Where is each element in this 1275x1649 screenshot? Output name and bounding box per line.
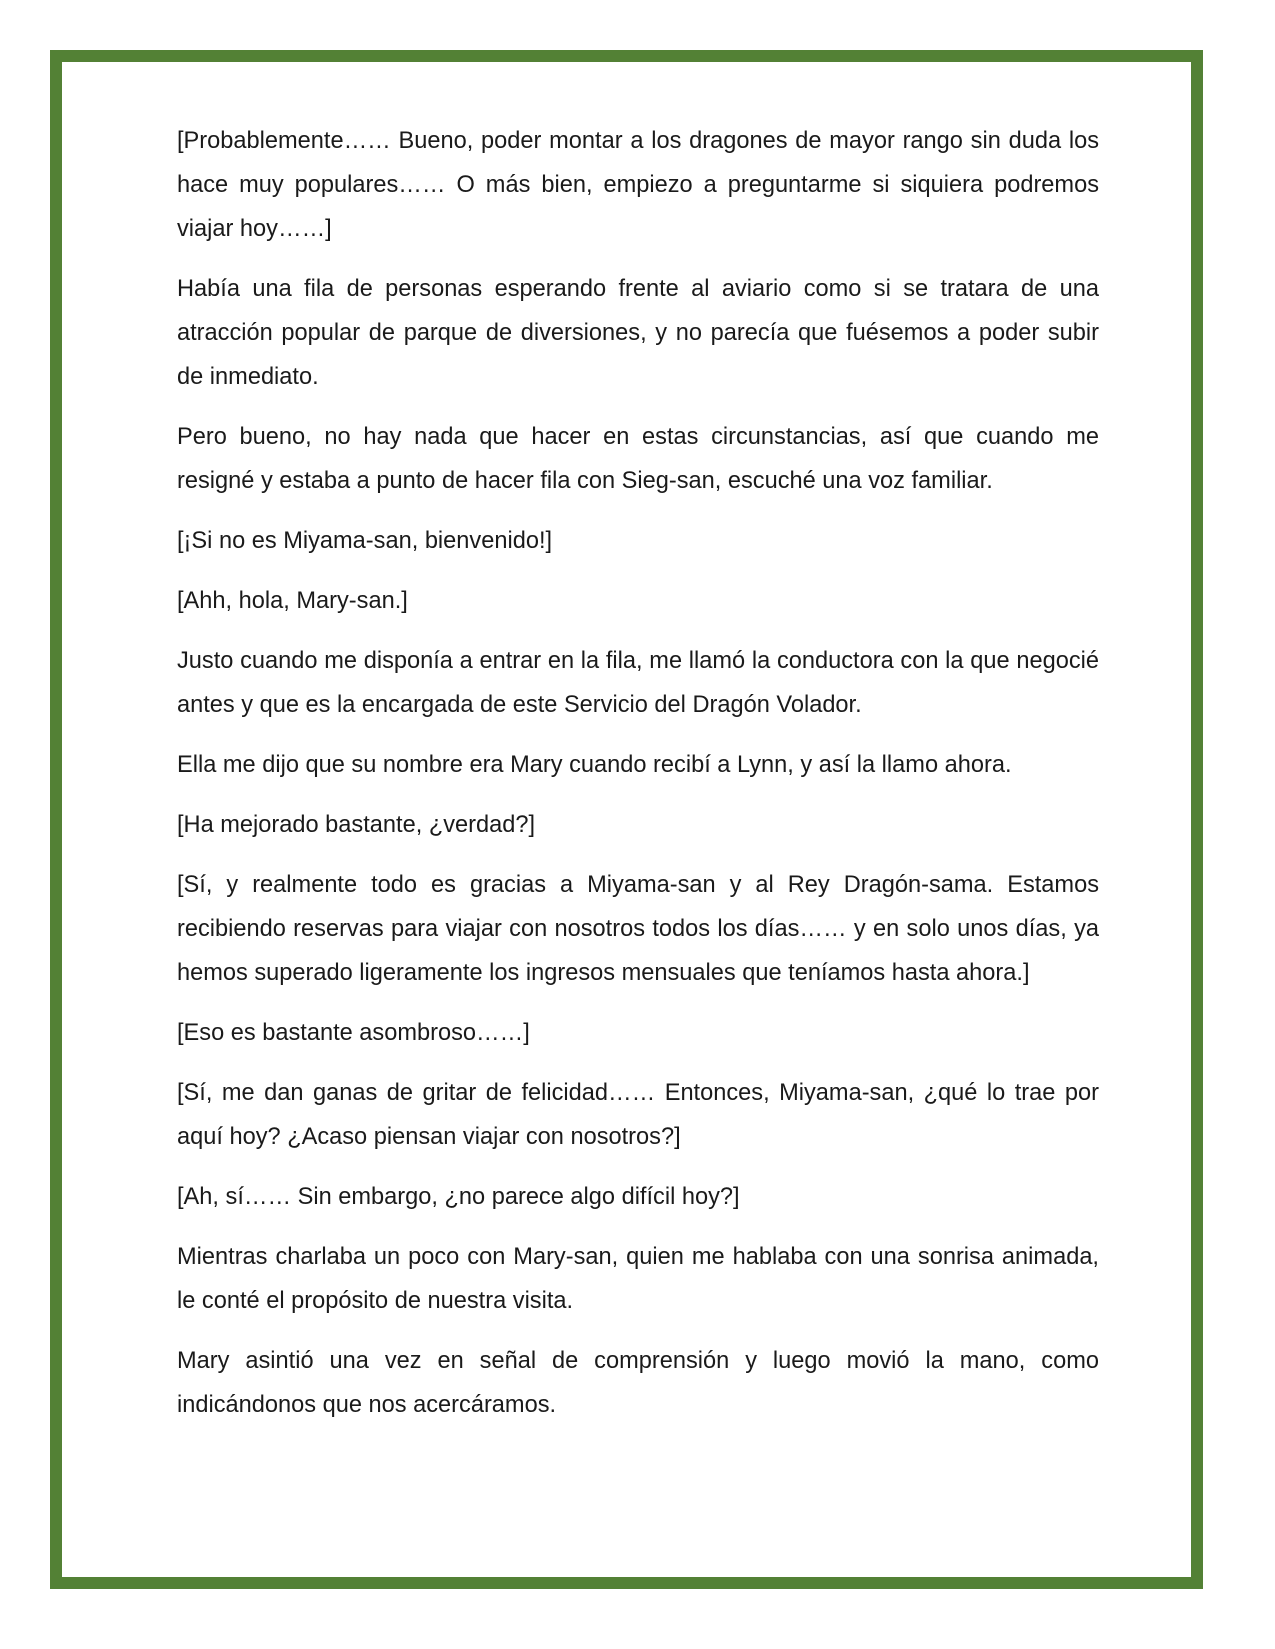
paragraph-14: Mary asintió una vez en señal de comprensión y luego movió la mano, como indicándonos que nos acercáramos. bbox=[177, 1348, 1099, 1418]
paragraph-10: [Eso es bastante asombroso……] bbox=[177, 1020, 530, 1046]
paragraph-4: [¡Si no es Miyama-san, bienvenido!] bbox=[177, 528, 553, 554]
paragraph-11: [Sí, me dan ganas de gritar de felicidad…… Entonces, Miyama-san, ¿qué lo trae por aquí hoy? ¿Acaso piensan viajar con nosotros?] bbox=[177, 1080, 1099, 1150]
document-body bbox=[177, 119, 1099, 1443]
paragraph-9: [Sí, y realmente todo es gracias a Miyama-san y al Rey Dragón-sama. Estamos recibiendo reservas para viajar con nosotros todos los días…… y en solo unos días, ya hemos superado ligeramente los ingresos mensuales que teníamos hasta ahora.] bbox=[177, 872, 1099, 986]
paragraph-8: [Ha mejorado bastante, ¿verdad?] bbox=[177, 812, 536, 838]
paragraph-13: Mientras charlaba un poco con Mary-san, quien me hablaba con una sonrisa animada, le conté el propósito de nuestra visita. bbox=[177, 1244, 1099, 1314]
paragraph-2: Había una fila de personas esperando frente al aviario como si se tratara de una atracción popular de parque de diversiones, y no parecía que fuésemos a poder subir de inmediato. bbox=[177, 276, 1099, 390]
paragraph-5: [Ahh, hola, Mary-san.] bbox=[177, 588, 408, 614]
paragraph-1: [Probablemente…… Bueno, poder montar a los dragones de mayor rango sin duda los hace muy populares…… O más bien, empiezo a preguntarme si siquiera podremos viajar hoy……] bbox=[177, 128, 1099, 242]
paragraph-3: Pero bueno, no hay nada que hacer en estas circunstancias, así que cuando me resigné y estaba a punto de hacer fila con Sieg-san, escuché una voz familiar. bbox=[177, 424, 1099, 494]
paragraph-6: Justo cuando me disponía a entrar en la fila, me llamó la conductora con la que negocié antes y que es la encargada de este Servicio del Dragón Volador. bbox=[177, 648, 1099, 718]
paragraph-12: [Ah, sí…… Sin embargo, ¿no parece algo difícil hoy?] bbox=[177, 1184, 740, 1210]
paragraph-7: Ella me dijo que su nombre era Mary cuando recibí a Lynn, y así la llamo ahora. bbox=[177, 752, 1012, 778]
